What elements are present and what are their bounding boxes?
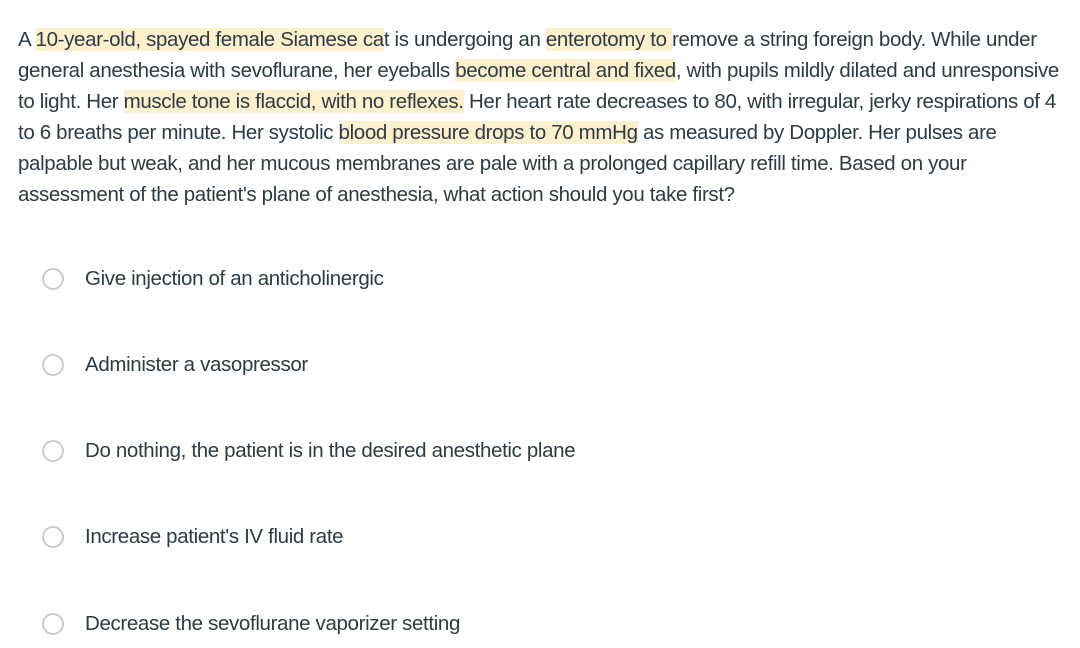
answer-label: Do nothing, the patient is in the desired anesthetic plane xyxy=(85,439,576,462)
radio-button[interactable] xyxy=(42,526,64,548)
answer-option[interactable] xyxy=(42,264,384,294)
answer-option[interactable] xyxy=(42,350,308,380)
question-segment: Her heart rate decreases to 80, with irregular, jerky respirations of 4 to 6 breaths per minute. Her systolic xyxy=(18,90,1056,144)
question-segment: remove a string foreign body. While under general anesthesia with sevoflurane, her eyeballs xyxy=(18,28,1037,82)
highlighted-text: become central and fixed xyxy=(455,59,676,82)
answer-option[interactable] xyxy=(42,522,343,552)
radio-button[interactable] xyxy=(42,268,64,290)
question-segment: as measured by Doppler. Her pulses are palpable but weak, and her mucous membranes are pale with a prolonged capillary refill time. Based on your assessment of the patient's plane of anesthesia, what action should you take first? xyxy=(18,121,997,206)
answer-label: Decrease the sevoflurane vaporizer setting xyxy=(85,612,461,635)
highlighted-text: 10-year-old, spayed female Siamese ca xyxy=(35,28,384,51)
answer-option[interactable] xyxy=(42,609,460,639)
radio-button[interactable] xyxy=(42,613,64,635)
radio-button[interactable] xyxy=(42,354,64,376)
answer-option[interactable] xyxy=(42,436,575,466)
highlighted-text: enterotomy to xyxy=(545,28,672,51)
highlighted-text: muscle tone is flaccid, with no reflexes. xyxy=(123,90,464,113)
answer-label: Increase patient's IV fluid rate xyxy=(85,525,344,548)
highlighted-text: blood pressure drops to 70 mmHg xyxy=(338,121,638,144)
radio-button[interactable] xyxy=(42,440,64,462)
question-segment: , with pupils mildly dilated and unresponsive to light. Her xyxy=(18,59,1059,113)
question-segment: A xyxy=(18,28,36,51)
question-segment: t is undergoing an xyxy=(383,28,546,51)
answer-label: Give injection of an anticholinergic xyxy=(85,267,384,290)
answer-label: Administer a vasopressor xyxy=(85,353,308,376)
